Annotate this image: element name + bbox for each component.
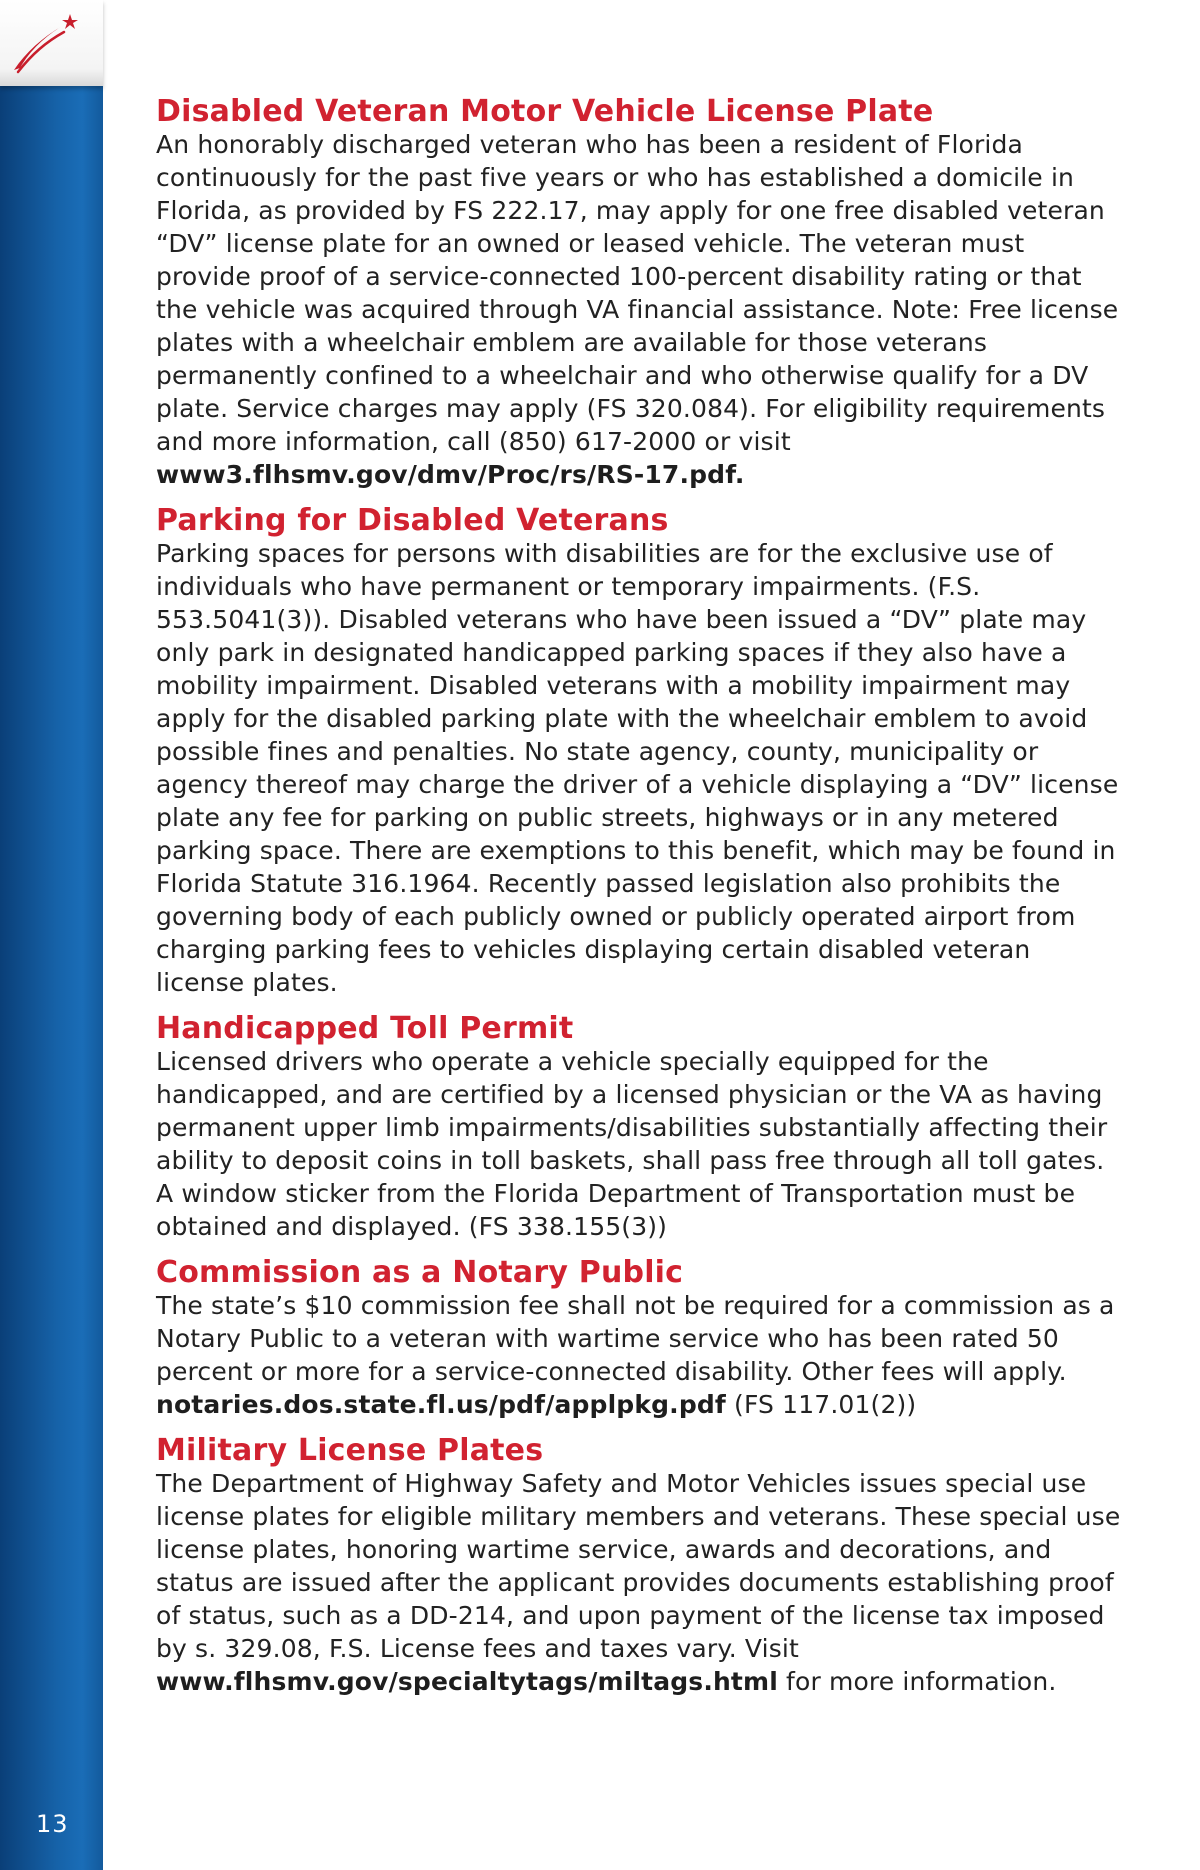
body-tail: (FS 117.01(2)) bbox=[725, 1390, 917, 1419]
sidebar-band bbox=[0, 0, 103, 1870]
section-body bbox=[156, 1289, 1126, 1421]
section-body bbox=[156, 1467, 1126, 1698]
section-heading: Commission as a Notary Public bbox=[156, 1255, 684, 1290]
link-rs17-pdf[interactable]: www3.flhsmv.gov/dmv/Proc/rs/RS-17.pdf. bbox=[156, 460, 745, 489]
section-heading: Disabled Veteran Motor Vehicle License Plate bbox=[156, 94, 934, 129]
section-body bbox=[156, 537, 1126, 999]
section-notary bbox=[156, 1256, 1126, 1421]
section-parking bbox=[156, 504, 1126, 999]
logo bbox=[0, 0, 103, 86]
link-miltags[interactable]: www.flhsmv.gov/specialtytags/miltags.html bbox=[156, 1667, 778, 1696]
section-heading: Military License Plates bbox=[156, 1433, 544, 1468]
main-content bbox=[156, 95, 1126, 1711]
body-tail: for more information. bbox=[777, 1667, 1057, 1696]
section-military-plates bbox=[156, 1434, 1126, 1698]
shooting-star-icon bbox=[10, 12, 80, 74]
link-notary-pdf[interactable]: notaries.dos.state.fl.us/pdf/applpkg.pdf bbox=[156, 1390, 726, 1419]
body-text: An honorably discharged veteran who has been a resident of Florida continuously for the past five years or who has established a domicile in Florida, as provided by FS 222.17, may apply for one free disabled veteran “DV” license plate for an owned or leased vehicle. The veteran must provide proof of a service-connected 100-percent disability rating or that the vehicle was acquired through VA financial assistance. Note: Free license plates with a wheelchair emblem are available for those veterans permanently confined to a wheelchair and who otherwise qualify for a DV plate. Service charges may apply (FS 320.084). For eligibility requirements and more information, call (850) 617-2000 or visit bbox=[156, 130, 1119, 456]
body-text: Licensed drivers who operate a vehicle specially equipped for the handicapped, and are certified by a licensed physician or the VA as having permanent upper limb impairments/disabilities substantially affecting their ability to deposit coins in toll baskets, shall pass free through all toll gates. A window sticker from the Florida Department of Transportation must be obtained and displayed. (FS 338.155(3)) bbox=[156, 1047, 1108, 1241]
section-dv-license-plate bbox=[156, 95, 1126, 491]
section-body bbox=[156, 128, 1126, 491]
section-body bbox=[156, 1045, 1126, 1243]
body-text: Parking spaces for persons with disabilities are for the exclusive use of individuals who have permanent or temporary impairments. (F.S. 553.5041(3)). Disabled veterans who have been issued a “DV” plate may only park in designated handicapped parking spaces if they also have a mobility impairment. Disabled veterans with a mobility impairment may apply for the disabled parking plate with the wheelchair emblem to avoid possible fines and penalties. No state agency, county, municipality or agency thereof may charge the driver of a vehicle displaying a “DV” license plate any fee for parking on public streets, highways or in any metered parking space. There are exemptions to this benefit, which may be found in Florida Statute 316.1964. Recently passed legislation also prohibits the governing body of each publicly owned or publicly operated airport from charging parking fees to vehicles displaying certain disabled veteran license plates. bbox=[156, 539, 1119, 997]
page-number: 13 bbox=[36, 1810, 69, 1838]
body-text: The Department of Highway Safety and Motor Vehicles issues special use license plates for eligible military members and veterans. These special use license plates, honoring wartime service, awards and decorations, and status are issued after the applicant provides documents establishing proof of status, such as a DD-214, and upon payment of the license tax imposed by s. 329.08, F.S. License fees and taxes vary. Visit bbox=[156, 1469, 1121, 1663]
section-heading: Handicapped Toll Permit bbox=[156, 1011, 574, 1046]
section-toll-permit bbox=[156, 1012, 1126, 1243]
section-heading: Parking for Disabled Veterans bbox=[156, 503, 669, 538]
body-text: The state’s $10 commission fee shall not be required for a commission as a Notary Public to a veteran with wartime service who has been rated 50 percent or more for a service-connected disability. Other fees will apply. bbox=[156, 1291, 1115, 1386]
